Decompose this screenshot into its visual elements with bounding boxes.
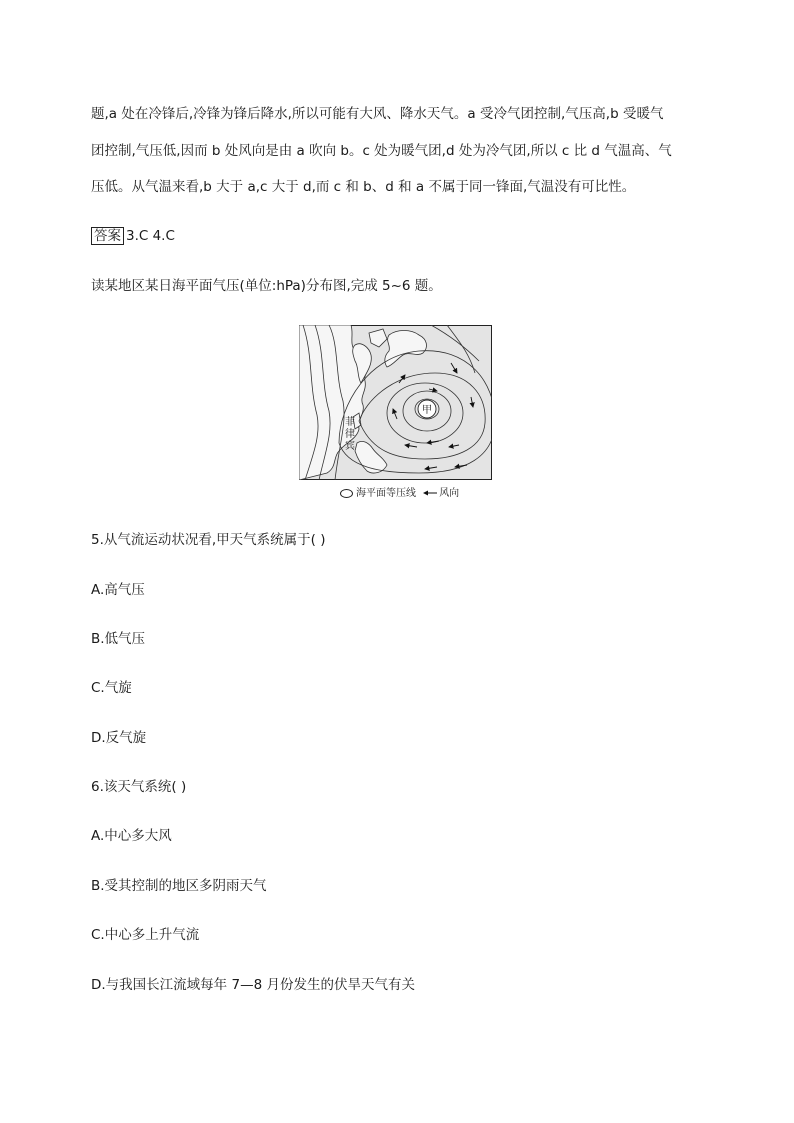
q5-option-c: C.气旋 xyxy=(91,680,132,696)
wind-legend-label: 风向 xyxy=(439,488,460,499)
answer-line xyxy=(91,226,175,246)
isobar-legend-label: 海平面等压线 xyxy=(356,488,416,499)
wind-arrow-legend-icon xyxy=(423,490,437,496)
answer-label: 答案 xyxy=(91,227,124,245)
q6-option-c: C.中心多上升气流 xyxy=(91,927,200,943)
q5-option-b: B.低气压 xyxy=(91,631,146,647)
place-char-2: 律 xyxy=(345,429,355,440)
q6-option-a: A.中心多大风 xyxy=(91,828,172,844)
pressure-map-figure xyxy=(299,325,492,480)
q5-option-a: A.高气压 xyxy=(91,582,145,598)
center-label: 甲 xyxy=(422,405,432,416)
place-char-1: 菲 xyxy=(345,417,355,428)
q6-option-d: D.与我国长江流域每年 7—8 月份发生的伏旱天气有关 xyxy=(91,977,415,993)
isobar-legend-icon xyxy=(340,489,353,498)
explanation-line-3: 压低。从气温来看,b 大于 a,c 大于 d,而 c 和 b、d 和 a 不属于同一锋面,气温没有可比性。 xyxy=(91,179,636,195)
explanation-line-2: 团控制,气压低,因而 b 处风向是由 a 吹向 b。c 处为暖气团,d 处为冷气团,所以 c 比 d 气温高、气 xyxy=(91,143,672,159)
intro-text: 读某地区某日海平面气压(单位:hPa)分布图,完成 5~6 题。 xyxy=(91,278,442,294)
q6-stem: 6.该天气系统( ) xyxy=(91,779,187,795)
q6-option-b: B.受其控制的地区多阴雨天气 xyxy=(91,878,267,894)
q5-stem: 5.从气流运动状况看,甲天气系统属于( ) xyxy=(91,532,326,548)
pressure-map xyxy=(299,325,492,480)
q5-option-d: D.反气旋 xyxy=(91,730,147,746)
answer-text: 3.C 4.C xyxy=(126,228,175,244)
figure-legend xyxy=(340,487,459,501)
place-char-3: 宾 xyxy=(345,441,355,452)
explanation-line-1: 题,a 处在冷锋后,冷锋为锋后降水,所以可能有大风、降水天气。a 受冷气团控制,气压高,b 受暖气 xyxy=(91,106,664,122)
